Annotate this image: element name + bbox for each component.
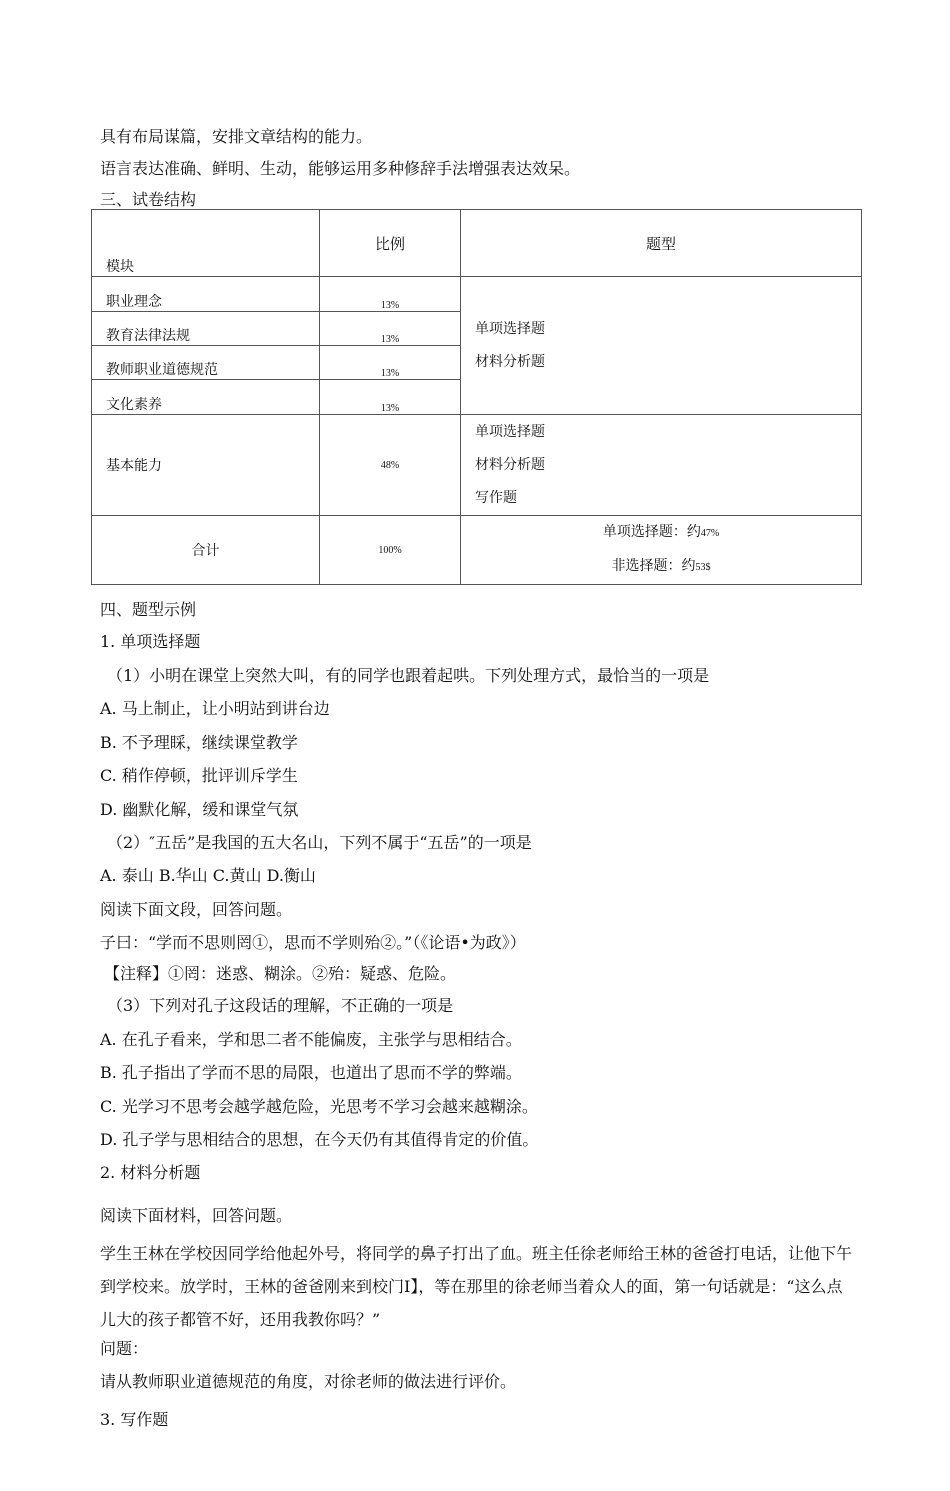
type-item: 单项选择题 bbox=[475, 423, 545, 440]
q1-1-option-b: B. 不予理睬，继续课堂教学 bbox=[100, 733, 298, 752]
total-line-1-value: 47% bbox=[700, 528, 720, 539]
type-item: 材料分析题 bbox=[475, 353, 545, 370]
q1-3-option-c: C. 光学习不思考会越学越危险，光思考不学习会越来越糊涂。 bbox=[100, 1097, 538, 1116]
ratio-cell: 13% bbox=[320, 312, 461, 346]
header-module: 模块 bbox=[92, 210, 320, 277]
module-cell: 职业理念 bbox=[92, 277, 320, 312]
q1-1-option-d: D. 幽默化解，缓和课堂气氛 bbox=[100, 800, 299, 819]
header-type: 题型 bbox=[461, 210, 862, 277]
exam-structure-table bbox=[91, 209, 862, 585]
read-prompt: 阅读下面文段，回答问题。 bbox=[100, 900, 293, 919]
intro-line-2: 语言表达准确、鲜明、生动，能够运用多种修辞手法增强表达效呆。 bbox=[100, 159, 581, 178]
q2-title: 2. 材料分析题 bbox=[100, 1163, 201, 1182]
q2-prompt: 阅读下面材料，回答问题。 bbox=[100, 1206, 293, 1225]
ratio-cell: 13% bbox=[320, 277, 461, 312]
total-label: 合计 bbox=[92, 516, 320, 585]
q1-1-option-a: A. 马上制止，让小明站到讲台边 bbox=[100, 699, 330, 718]
q1-3-option-b: B. 孔子指出了学而不思的局限，也道出了思而不学的弊端。 bbox=[100, 1063, 522, 1082]
total-ratio: 100% bbox=[320, 516, 461, 585]
total-types-cell bbox=[461, 516, 862, 585]
q1-3-option-d: D. 孔子学与思相结合的思想，在今天仍有其值得肯定的价值。 bbox=[100, 1130, 539, 1149]
total-line-1-text: 单项选择题：约 bbox=[602, 524, 701, 540]
types-cell-group-1 bbox=[461, 277, 862, 415]
ratio-cell: 13% bbox=[320, 346, 461, 380]
q2-material: 学生王林在学校因同学给他起外号，将同学的鼻子打出了血。班主任徐老师给王林的爸爸打电话，让他下午到学校来。放学时，王林的爸爸刚来到校门I】，等在那里的徐老师当着众人的面，第一句话就是：“这么点儿大的孩子都管不好，还用我教你吗？” bbox=[100, 1244, 853, 1329]
q1-1-option-c: C. 稍作停顿，批评训斥学生 bbox=[100, 766, 298, 785]
q1-2-stem: （2）″五岳”是我国的五大名山，下列不属于“五岳”的一项是 bbox=[107, 833, 532, 852]
q1-3-option-a: A. 在孔子看来，学和思二者不能偏废，主张学与思相结合。 bbox=[100, 1030, 522, 1049]
q1-2-options: A. 泰山 B.华山 C.黄山 D.衡山 bbox=[100, 866, 316, 885]
q2-question: 请从教师职业道德规范的角度，对徐老师的做法进行评价。 bbox=[100, 1372, 517, 1391]
module-cell: 基本能力 bbox=[92, 415, 320, 516]
q3-title: 3. 写作题 bbox=[100, 1410, 169, 1429]
annotation-note: 【注释】①罔：迷惑、糊涂。②殆：疑惑、危险。 bbox=[104, 964, 457, 983]
q1-1-stem: （1）小明在课堂上突然大叫，有的同学也跟着起哄。下列处理方式，最恰当的一项是 bbox=[107, 666, 710, 685]
type-item: 写作题 bbox=[475, 489, 517, 506]
q1-3-stem: （3）下列对孔子这段话的理解，不正确的一项是 bbox=[107, 996, 454, 1015]
total-line-2-text: 非选择题：约 bbox=[611, 558, 696, 574]
q1-title: 1. 单项选择题 bbox=[100, 632, 201, 651]
q2-question-label: 问题： bbox=[100, 1339, 149, 1358]
section-3-title: 三、试卷结构 bbox=[100, 190, 197, 209]
module-cell: 教师职业道德规范 bbox=[92, 346, 320, 380]
intro-line-1: 具有布局谋篇，安排文章结构的能力。 bbox=[100, 127, 373, 146]
header-ratio: 比例 bbox=[320, 210, 461, 277]
module-cell: 文化素养 bbox=[92, 380, 320, 415]
section-4-title: 四、题型示例 bbox=[100, 600, 197, 619]
ratio-cell: 48% bbox=[320, 415, 461, 516]
type-item: 单项选择题 bbox=[475, 320, 545, 337]
module-cell: 教育法律法规 bbox=[92, 312, 320, 346]
quote: 子曰：“学而不思则罔①，思而不学则殆②。”（《论语•为政》） bbox=[100, 933, 526, 952]
total-line-2-value: 53$ bbox=[695, 562, 711, 573]
types-cell-group-2 bbox=[461, 415, 862, 516]
ratio-cell: 13% bbox=[320, 380, 461, 415]
type-item: 材料分析题 bbox=[475, 456, 545, 473]
